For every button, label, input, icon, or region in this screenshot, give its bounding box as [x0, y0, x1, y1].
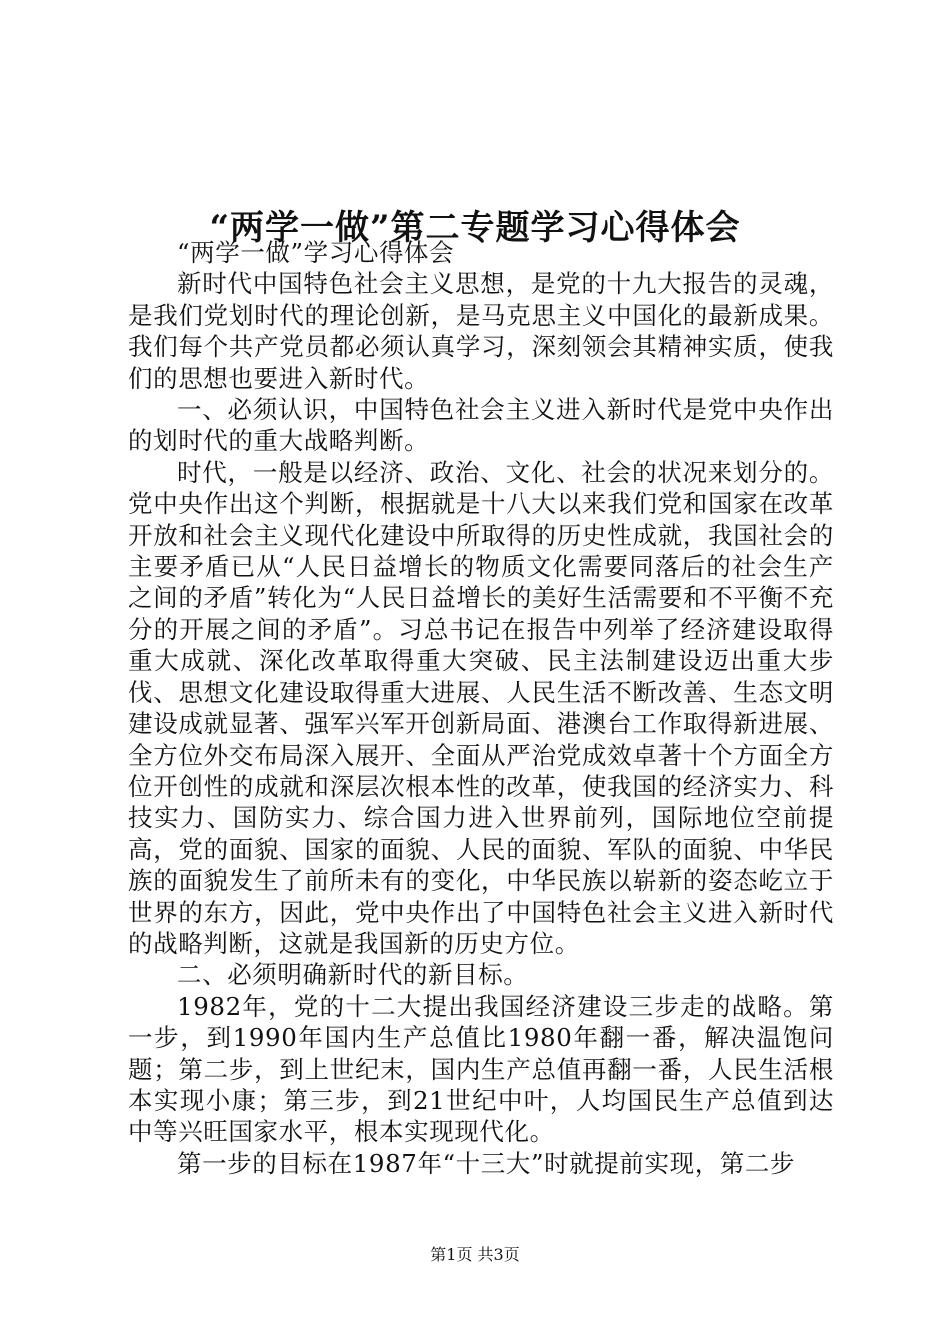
paragraph-subtitle: “两学一做”学习心得体会 — [177, 238, 455, 267]
page-footer: 第1页 共3页 — [430, 1245, 520, 1264]
paragraph-continued: 第一步的目标在1987年“十三大”时就提前实现，第二步 — [177, 1148, 796, 1178]
paragraph-era: 时代，一般是以经济、政治、文化、社会的状况来划分的。党中央作出这个判断，根据就是十八大以来我们党和国家在改革开放和社会主义现代化建设中所取得的历史性成就，我国社会的主要矛盾已从“人民日益增长的物质文化需要同落后的社会生产之间的矛盾”转化为“人民日益增长的美好生活需要和不平衡不充分的开展之间的矛盾”。习总书记在报告中列举了经济建设取得重大成就、深化改革取得重大突破、民主法制建设迈出重大步伐、思想文化建设取得重大进展、人民生活不断改善、生态文明建设成就显著、强军兴军开创新局面、港澳台工作取得新进展、全方位外交布局深入展开、全面从严治党成效卓著十个方面全方位开创性的成就和深层次根本性的改革，使我国的经济实力、科技实力、国防实力、综合国力进入世界前列，国际地位空前提高，党的面貌、国家的面貌、人民的面貌、军队的面貌、中华民族的面貌发生了前所未有的变化，中华民族以崭新的姿态屹立于世界的东方，因此，党中央作出了中国特色社会主义进入新时代的战略判断，这就是我国新的历史方位。 — [128, 457, 834, 958]
document-title: “两学一做”第二专题学习心得体会 — [209, 207, 741, 248]
paragraph-intro: 新时代中国特色社会主义思想，是党的十九大报告的灵魂，是我们党划时代的理论创新，是马克思主义中国化的最新成果。我们每个共产党员都必须认真学习，深刻领会其精神实质，使我们的思想也要进入新时代。 — [128, 269, 834, 393]
paragraph-heading-one: 一、必须认识，中国特色社会主义进入新时代是党中央作出的划时代的重大战略判断。 — [128, 395, 834, 456]
paragraph-heading-two: 二、必须明确新时代的新目标。 — [177, 960, 529, 990]
document-body — [128, 237, 834, 1179]
paragraph-three-steps: 1982年，党的十二大提出我国经济建设三步走的战略。第一步，到1990年国内生产总值比1980年翻一番，解决温饱问题；第二步，到上世纪末，国内生产总值再翻一番，人民生活根本实现小康；第三步，到21世纪中叶，人均国民生产总值到达中等兴旺国家水平，根本实现现代化。 — [128, 991, 834, 1147]
